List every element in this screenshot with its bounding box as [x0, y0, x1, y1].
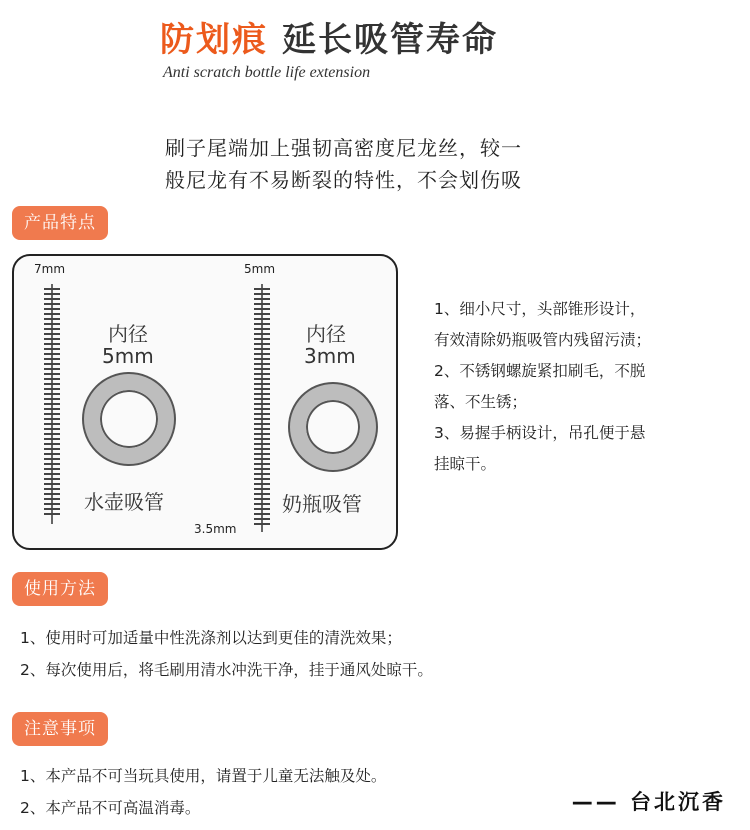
notes-list — [20, 760, 386, 824]
features-badge: 产品特点 — [12, 206, 108, 240]
usage-badge: 使用方法 — [12, 572, 108, 606]
feature-line: 1、细小尺寸，头部锥形设计， — [434, 300, 646, 318]
intro-text — [165, 132, 615, 196]
right-brush-label: 5mm — [244, 262, 276, 276]
intro-line: 般尼龙有不易断裂的特性，不会划伤吸 — [165, 168, 522, 192]
right-tube-ring — [290, 384, 376, 470]
note-item: 2、本产品不可高温消毒。 — [20, 799, 201, 817]
features-list — [434, 294, 734, 480]
note-item: 1、本产品不可当玩具使用，请置于儿童无法触及处。 — [20, 767, 387, 785]
right-brush-icon — [254, 284, 270, 532]
tip-size-label: 3.5mm — [194, 522, 237, 536]
feature-line: 挂晾干。 — [434, 455, 497, 473]
feature-line: 有效清除奶瓶吸管内残留污渍； — [434, 331, 652, 349]
feature-line: 落、不生锈； — [434, 393, 528, 411]
intro-line: 刷子尾端加上强韧高密度尼龙丝，较一 — [165, 136, 522, 160]
left-tube-name: 水壶吸管 — [84, 490, 164, 514]
feature-line: 3、易握手柄设计，吊孔便于悬 — [434, 424, 646, 442]
usage-item: 2、每次使用后，将毛刷用清水冲洗干净，挂于通风处晾干。 — [20, 661, 433, 679]
title-rest: 延长吸管寿命 — [282, 20, 498, 60]
left-size-value: 5mm — [102, 344, 154, 368]
left-tube-ring — [84, 374, 174, 464]
page-subtitle: Anti scratch bottle life extension — [163, 64, 371, 81]
left-brush-icon — [44, 284, 60, 524]
right-size-value: 3mm — [304, 344, 356, 368]
right-tube-name: 奶瓶吸管 — [282, 492, 362, 516]
left-inner-label: 内径 — [108, 322, 148, 346]
signature: —— 台北沉香 — [571, 790, 726, 814]
feature-line: 2、不锈钢螺旋紧扣刷毛，不脱 — [434, 362, 646, 380]
size-diagram — [12, 254, 398, 550]
left-brush-label: 7mm — [34, 262, 66, 276]
right-inner-label: 内径 — [306, 322, 346, 346]
title-highlight: 防划痕 — [160, 20, 268, 60]
usage-list — [20, 622, 433, 686]
usage-item: 1、使用时可加适量中性洗涤剂以达到更佳的清洗效果； — [20, 629, 402, 647]
page-title — [160, 12, 498, 58]
notes-badge: 注意事项 — [12, 712, 108, 746]
